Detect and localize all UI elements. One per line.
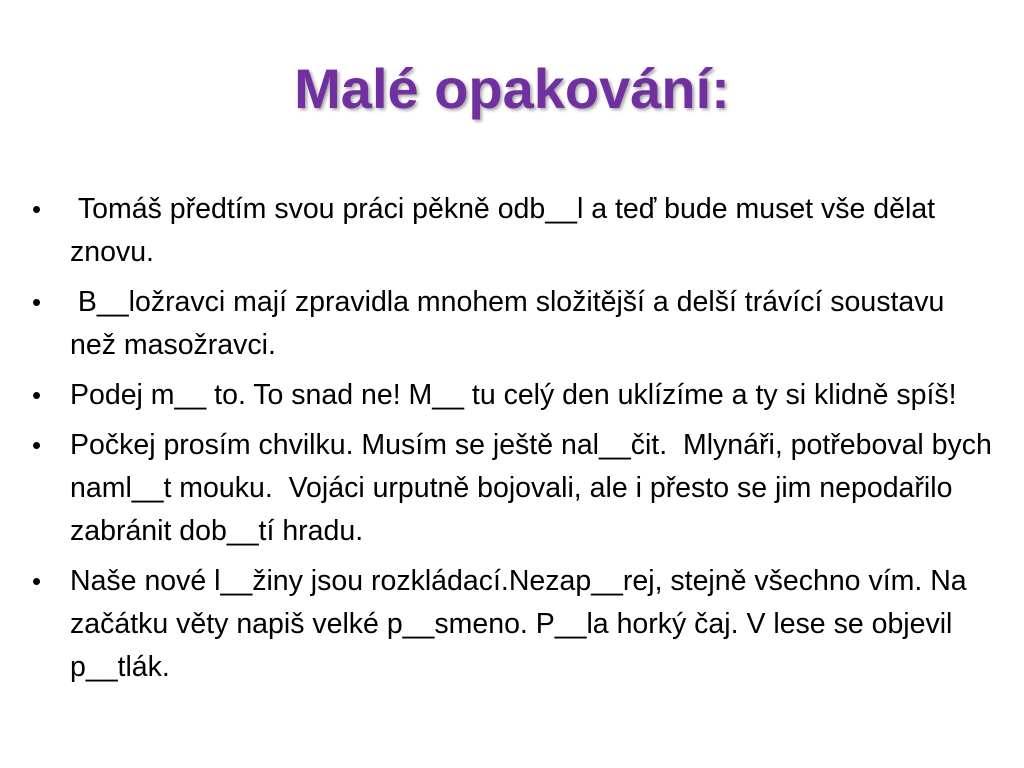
- bullet-icon: •: [32, 566, 42, 596]
- bullet-text: Tomáš předtím svou práci pěkně odb__l a teď bude muset vše dělat znovu.: [70, 193, 944, 268]
- list-item: [28, 281, 992, 367]
- list-item: [28, 560, 992, 689]
- list-item: [28, 424, 1000, 553]
- bullet-text: Podej m__ to. To snad ne! M__ tu celý den uklízíme a ty si klidně spíš!: [70, 379, 957, 411]
- bullet-text: B__ložravci mají zpravidla mnohem složitější a delší trávící soustavu než masožravci.: [70, 286, 953, 361]
- slide-title: Malé opakování:: [294, 57, 730, 120]
- list-item: [28, 188, 992, 274]
- bullet-text: Počkej prosím chvilku. Musím se ještě nal__čit. Mlynáři, potřeboval bych naml__t mouku. Vojáci urputně bojovali, ale i přesto se jim nepodařilo zabránit dob__tí hradu.: [70, 429, 1000, 547]
- bullet-list: [28, 188, 1000, 696]
- bullet-icon: •: [32, 430, 42, 460]
- bullet-icon: •: [32, 287, 42, 317]
- bullet-icon: •: [32, 194, 42, 224]
- bullet-text: Naše nové l__žiny jsou rozkládací.Nezap__rej, stejně všechno vím. Na začátku věty napiš velké p__smeno. P__la horký čaj. V lese se objevil p__tlák.: [70, 565, 975, 683]
- bullet-icon: •: [32, 380, 42, 410]
- list-item: [28, 374, 992, 417]
